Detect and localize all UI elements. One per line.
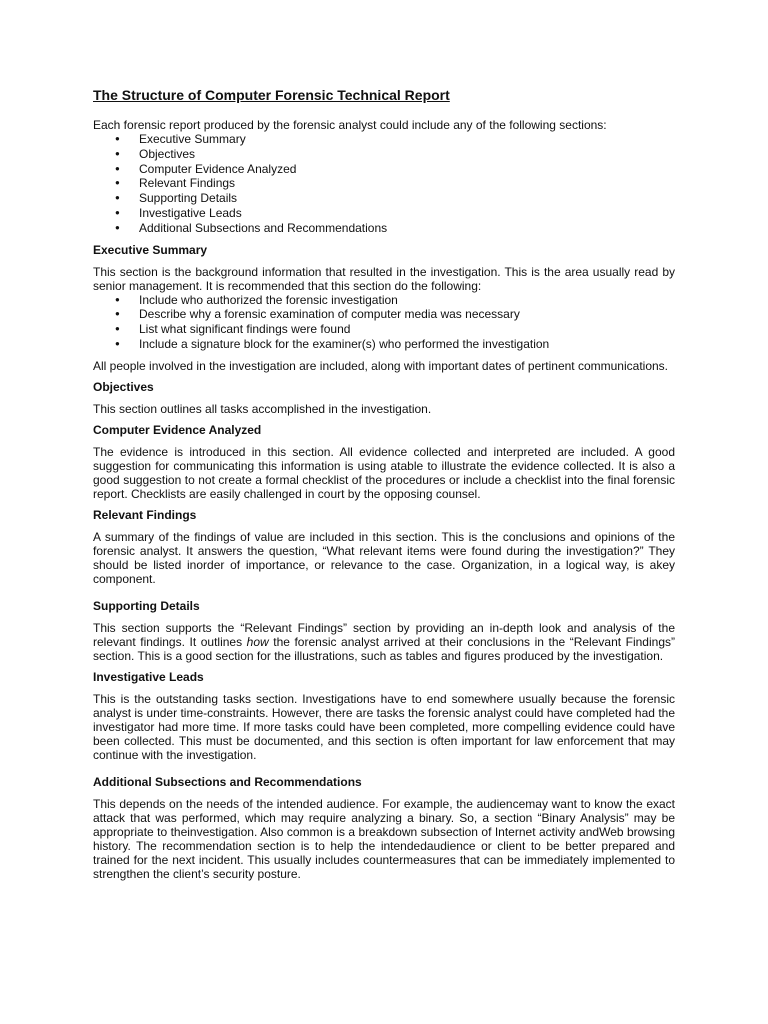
section-heading: Relevant Findings <box>93 507 197 522</box>
list-item: ● Describe why a forensic examination of computer media was necessary <box>93 307 675 322</box>
section-paragraph <box>93 621 675 663</box>
section-executive-summary <box>93 243 675 373</box>
list-item: ● Investigative Leads <box>93 206 675 221</box>
list-item: ● Objectives <box>93 147 675 162</box>
section-heading: Additional Subsections and Recommendations <box>93 774 362 789</box>
section-paragraph: The evidence is introduced in this section. All evidence collected and interpreted are included. A good suggestion for communicating this information is using atable to illustrate the evidence collected. It is also a good suggestion to not create a formal checklist of the procedures or include a checklist into the final forensic report. Checklists are easily challenged in court by the opposing counsel. <box>93 444 675 501</box>
list-item: ● Additional Subsections and Recommendations <box>93 221 675 236</box>
section-supporting-details <box>93 599 675 663</box>
section-investigative-leads <box>93 670 675 762</box>
section-paragraph: A summary of the findings of value are included in this section. This is the conclusions and opinions of the forensic analyst. It answers the question, “What relevant items were found during the investigation?” They should be listed inorder of importance, or relevance to the case. Organization, in a logical way, is akey component. <box>93 529 675 586</box>
section-paragraph: All people involved in the investigation are included, along with important dates of pertinent communications. <box>93 358 669 373</box>
section-paragraph: This depends on the needs of the intended audience. For example, the audiencemay want to know the exact attack that was performed, which may require analyzing a binary. So, a section “Binary Analysis” may be appropriate to theinvestigation. Also common is a breakdown subsection of Internet activity andWeb browsing history. The recommendation section is to help the intendedaudience or client to be better prepared and trained for the next incident. This usually includes countermeasures that can be immediately implemented to strengthen the client’s security posture. <box>93 796 675 881</box>
document-page <box>93 86 675 881</box>
section-list <box>93 132 675 236</box>
section-heading: Investigative Leads <box>93 669 204 684</box>
section-heading: Objectives <box>93 379 154 394</box>
text-run: the forensic analyst arrived at their conclusions in the “Relevant Findings” section. This is a good section for the illustrations, such as tables and figures produced by the investigation. <box>93 634 675 663</box>
document-title: The Structure of Computer Forensic Technical Report <box>93 87 450 103</box>
emphasis-text: how <box>246 634 269 649</box>
section-heading: Supporting Details <box>93 598 200 613</box>
intro-paragraph: Each forensic report produced by the forensic analyst could include any of the following sections: <box>93 118 607 132</box>
section-heading: Executive Summary <box>93 242 208 257</box>
exec-bullet-list <box>93 293 675 352</box>
list-item: ● Include a signature block for the examiner(s) who performed the investigation <box>93 337 675 352</box>
section-paragraph: This section outlines all tasks accomplished in the investigation. <box>93 401 432 416</box>
list-item: ● Relevant Findings <box>93 176 675 191</box>
section-paragraph: This section is the background information that resulted in the investigation. This is the area usually read by senior management. It is recommended that this section do the following: <box>93 264 675 293</box>
list-item: ● Computer Evidence Analyzed <box>93 162 675 177</box>
text-run: This section supports the “Relevant Findings” section by providing an in-depth look and analysis of the relevant findings. It outlines <box>93 620 675 649</box>
list-item: ● Include who authorized the forensic investigation <box>93 293 675 308</box>
list-item: ● Supporting Details <box>93 191 675 206</box>
section-relevant-findings <box>93 508 675 586</box>
section-additional-subsections <box>93 775 675 881</box>
list-item: ● Executive Summary <box>93 132 675 147</box>
section-paragraph: This is the outstanding tasks section. Investigations have to end somewhere usually because the forensic analyst is under time-constraints. However, there are tasks the forensic analyst could have completed had the investigator had more time. If more tasks could have been completed, more compelling evidence could have been collected. This must be documented, and this section is often important for law enforcement that may continue with the investigation. <box>93 691 675 762</box>
section-computer-evidence <box>93 423 675 501</box>
list-item: ● List what significant findings were found <box>93 322 675 337</box>
section-objectives <box>93 380 675 416</box>
section-heading: Computer Evidence Analyzed <box>93 422 262 437</box>
